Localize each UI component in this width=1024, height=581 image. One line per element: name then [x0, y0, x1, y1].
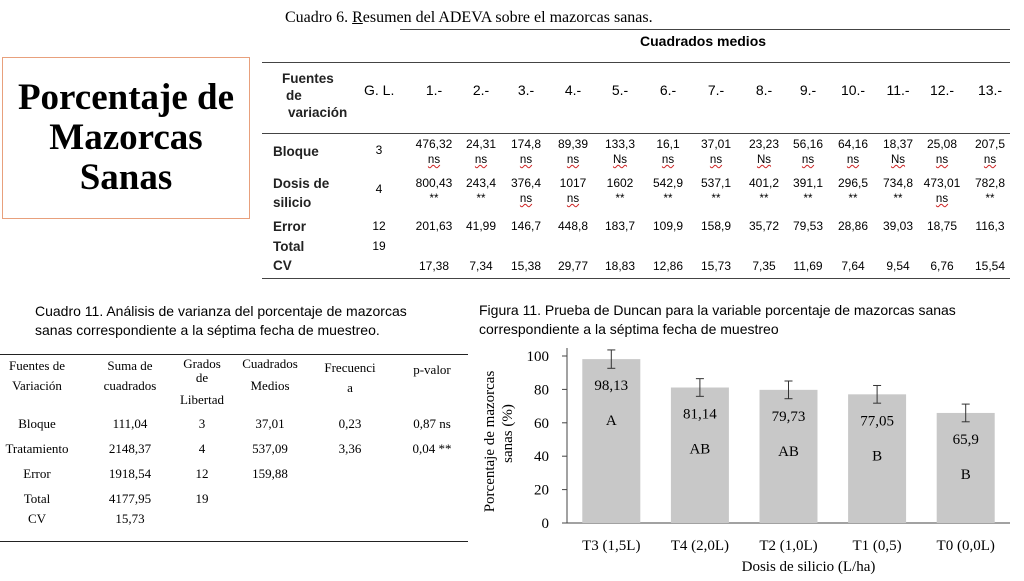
cuadro11-cell: 2148,37 [108, 441, 152, 456]
title-line-1: Porcentaje de [17, 77, 235, 118]
cuadro6-value: 133,3 [604, 137, 636, 151]
cuadro11-header: Libertad [179, 392, 225, 407]
cuadro11-cell: Bloque [18, 416, 56, 431]
cuadro6-value: 18,83 [604, 259, 636, 273]
cuadro11-cell: 4 [198, 441, 206, 456]
chart-svg [470, 338, 1022, 576]
cuadro11-cell: 159,88 [252, 466, 288, 481]
cuadro11-header: Grados [183, 356, 221, 371]
cuadro11-header: Medios [250, 378, 290, 393]
cuadro6-value: 7,34 [469, 259, 493, 273]
cuadro6-value: 476,32 [415, 137, 453, 151]
cuadro11-cell: 4177,95 [108, 491, 152, 506]
cuadro6-value: 11,69 [793, 259, 823, 273]
y-tick-label: 0 [541, 516, 549, 532]
x-tick-label: T1 (0,5) [852, 538, 902, 554]
cuadro6-value: 391,1 [792, 176, 824, 190]
cuadro6-value: 17,38 [418, 259, 450, 273]
x-axis-title: Dosis de silicio (L/ha) [741, 559, 876, 575]
y-axis-title-line1: Porcentaje de mazorcas [482, 370, 498, 513]
cuadro11-cell: 0,23 [338, 416, 362, 431]
cuadro6-significance: ** [848, 193, 858, 205]
cuadro6-value: 39,03 [882, 219, 914, 233]
cuadro6-significance: ** [893, 193, 903, 205]
cuadro11-header: Cuadrados [242, 356, 298, 371]
group-label: B [960, 466, 971, 483]
cuadro6-significance: ns [519, 193, 533, 205]
cuadro6-value: 207,5 [974, 137, 1006, 151]
cuadro11-cell: Tratamiento [5, 441, 69, 456]
cuadro6-value: 174,8 [510, 137, 542, 151]
cuadro6-value: 9,54 [886, 259, 910, 273]
cuadro6-col-header: 4.- [564, 82, 582, 98]
y-tick-label: 80 [534, 382, 549, 399]
cuadro11-cell: 0,04 ** [412, 441, 452, 456]
cuadro6-significance: ns [935, 154, 949, 166]
group-label: A [605, 413, 617, 430]
cuadro6-value: 12,86 [652, 259, 684, 273]
cuadro6-col-header: 2.- [472, 82, 490, 98]
cuadro11-header: Suma de [107, 358, 153, 373]
cuadro6-value: 542,9 [652, 176, 684, 190]
cuadro6-value: 376,4 [510, 176, 542, 190]
cuadro6-fuentes-header: variación [288, 105, 348, 120]
cuadro6-gl-value: 12 [372, 219, 386, 233]
group-label: B [872, 448, 883, 465]
cuadro6-row-label: Bloque [273, 144, 319, 159]
cuadro11-header: a [347, 380, 353, 395]
cuadro6-value: 41,99 [465, 219, 497, 233]
cuadro6-bottom-rule [262, 278, 1010, 279]
cuadro6-value: 183,7 [604, 219, 636, 233]
value-label: 77,05 [860, 413, 894, 430]
cuadro6-value: 1602 [606, 176, 634, 190]
cuadro6-significance: ** [429, 193, 439, 205]
cuadro6-row-label: Error [273, 219, 307, 234]
cuadro11-header: Fuentes de [9, 358, 65, 373]
cuadro11-cell: 37,01 [255, 416, 285, 431]
cuadro6-col-header: 5.- [611, 82, 629, 98]
cuadro6-col-header: 3.- [517, 82, 535, 98]
cuadro6-row-label: silicio [273, 195, 312, 210]
cuadro6-col-header: 1.- [425, 82, 443, 98]
group-label: AB [689, 441, 711, 458]
cuadro6-value: 23,23 [748, 137, 780, 151]
cuadro6-value: 15,38 [510, 259, 542, 273]
cuadro6-caption-post: esumen del ADEVA sobre el mazorcas sanas. [362, 9, 653, 26]
cuadro6-significance: ns [661, 154, 675, 166]
cuadro6-significance: ns [846, 154, 860, 166]
cuadro6-significance: Ns [612, 154, 628, 166]
cuadro11-cell: 12 [195, 466, 209, 481]
cuadro6-group-header: Cuadrados medios [640, 33, 767, 49]
cuadro6-value: 89,39 [557, 137, 589, 151]
cuadro6-significance: ** [985, 193, 995, 205]
cuadro6-value: 56,16 [792, 137, 824, 151]
y-tick-label: 100 [526, 349, 549, 365]
cuadro11-cell: 537,09 [252, 441, 288, 456]
cuadro6-col-header: 11.- [886, 82, 910, 98]
cuadro6-col-header: 10.- [840, 82, 866, 98]
cuadro6-value: 37,01 [700, 137, 732, 151]
cuadro6-value: 800,43 [415, 176, 453, 190]
cuadro11-header: cuadrados [103, 378, 157, 393]
cuadro11-top-rule [0, 354, 468, 355]
cuadro6-significance: ns [519, 154, 533, 166]
cuadro11-header: p-valor [413, 362, 451, 377]
cuadro6-top-rule [400, 29, 1010, 30]
cuadro6-significance: ** [759, 193, 769, 205]
value-label: 79,73 [771, 408, 806, 425]
cuadro6-col-header: 12.- [929, 82, 955, 98]
cuadro6-significance: ** [803, 193, 813, 205]
cuadro6-significance: ns [566, 193, 580, 205]
cuadro6-significance: Ns [756, 154, 772, 166]
cuadro6-value: 734,8 [882, 176, 914, 190]
cuadro6-significance: ns [427, 154, 441, 166]
cuadro6-value: 35,72 [748, 219, 780, 233]
cuadro11-cell: 1918,54 [108, 466, 152, 481]
cuadro11-cell: 19 [195, 491, 209, 506]
cuadro11-table [0, 340, 470, 576]
cuadro6-value: 64,16 [837, 137, 869, 151]
cuadro11-cell: CV [27, 511, 47, 526]
cuadro6-caption-underlined: R [352, 9, 363, 26]
duncan-bar-chart [470, 338, 1022, 576]
cuadro6-value: 782,8 [974, 176, 1006, 190]
cuadro11-header: Variación [12, 378, 62, 393]
cuadro6-value: 79,53 [792, 219, 824, 233]
cuadro11-cell: 111,04 [112, 416, 148, 431]
cuadro6-value: 243,4 [465, 176, 497, 190]
cuadro11-cell: Total [23, 491, 51, 506]
cuadro6-fuentes-header: Fuentes [282, 71, 334, 86]
cuadro6-value: 146,7 [510, 219, 542, 233]
cuadro6-value: 28,86 [837, 219, 869, 233]
cuadro6-header-rule [262, 62, 1010, 63]
x-tick-label: T0 (0,0L) [936, 538, 995, 554]
cuadro6-gl-header: G. L. [364, 82, 395, 98]
cuadro6-value: 25,08 [926, 137, 958, 151]
title-line-2: Mazorcas [49, 117, 203, 158]
cuadro6-significance: ns [935, 193, 949, 205]
y-tick-label: 20 [534, 482, 549, 499]
cuadro6-fuentes-header: de [286, 88, 302, 103]
value-label: 81,14 [683, 406, 717, 423]
cuadro6-value: 24,31 [465, 137, 497, 151]
x-tick-label: T4 (2,0L) [670, 538, 730, 554]
cuadro6-col-header: 8.- [755, 82, 773, 98]
cuadro6-value: 18,37 [882, 137, 914, 151]
cuadro6-value: 158,9 [700, 219, 732, 233]
figure11-caption: Figura 11. Prueba de Duncan para la variable porcentaje de mazorcas sanas correspondiente a la séptima fecha de muestreo [479, 302, 956, 337]
x-tick-label: T3 (1,5L) [582, 538, 641, 554]
cuadro6-caption-pre: Cuadro 6. [285, 9, 353, 26]
cuadro11-header: de [195, 370, 209, 385]
cuadro6-value: 6,76 [930, 259, 954, 273]
cuadro6-significance: ** [663, 193, 673, 205]
cuadro6-value: 473,01 [923, 176, 961, 190]
cuadro6-value: 29,77 [557, 259, 589, 273]
cuadro6-value: 18,75 [926, 219, 958, 233]
cuadro11-cell: 3 [198, 416, 206, 431]
cuadro6-row-label: CV [273, 258, 292, 273]
cuadro6-col-header: 6.- [659, 82, 677, 98]
cuadro11-bottom-rule [0, 541, 468, 542]
cuadro11-caption: Cuadro 11. Análisis de varianza del porcentaje de mazorcas sanas correspondiente a la séptima fecha de muestreo. [35, 303, 407, 338]
cuadro6-value: 7,64 [841, 259, 865, 273]
cuadro6-significance: ** [711, 193, 721, 205]
cuadro6-value: 15,54 [974, 259, 1006, 273]
y-axis-title-line2: sanas (%) [500, 404, 516, 463]
cuadro11-header: Frecuenci [324, 360, 376, 375]
cuadro11-cell: Error [23, 466, 51, 481]
cuadro6-significance: ns [474, 154, 488, 166]
cuadro6-significance: ns [709, 154, 723, 166]
cuadro6-value: 401,2 [748, 176, 780, 190]
cuadro11-cell: 15,73 [115, 511, 145, 526]
cuadro6-gl-value: 19 [372, 239, 386, 253]
cuadro6-col-header: 9.- [799, 82, 817, 98]
cuadro6-row-label: Dosis de [273, 176, 330, 191]
cuadro6-value: 1017 [559, 176, 587, 190]
y-tick-label: 60 [534, 415, 549, 432]
cuadro6-significance: ** [476, 193, 486, 205]
title-line-3: Sanas [79, 157, 173, 198]
cuadro11-cell: 3,36 [338, 441, 362, 456]
value-label: 98,13 [594, 378, 629, 395]
value-label: 65,9 [952, 431, 979, 448]
cuadro6-significance: ** [615, 193, 625, 205]
y-tick-label: 40 [534, 449, 549, 466]
cuadro6-gl-value: 3 [375, 143, 383, 157]
cuadro6-col-header: 7.- [707, 82, 725, 98]
cuadro6-value: 448,8 [557, 219, 589, 233]
cuadro6-significance: ns [566, 154, 580, 166]
group-label: AB [778, 443, 799, 460]
cuadro6-value: 109,9 [652, 219, 684, 233]
cuadro6-value: 537,1 [700, 176, 732, 190]
cuadro6-value: 116,3 [975, 219, 1005, 233]
cuadro6-significance: ns [983, 154, 997, 166]
x-tick-label: T2 (1,0L) [759, 538, 818, 554]
cuadro6-col-header: 13.- [977, 82, 1003, 98]
cuadro11-cell: 0,87 ns [413, 416, 451, 431]
cuadro6-row-label: Total [273, 239, 305, 254]
cuadro6-value: 201,63 [415, 219, 453, 233]
cuadro6-significance: Ns [890, 154, 906, 166]
cuadro6-subheader-rule [262, 133, 1010, 134]
cuadro6-significance: ns [801, 154, 815, 166]
cuadro6-value: 16,1 [656, 137, 680, 151]
cuadro6-gl-value: 4 [375, 182, 383, 196]
cuadro6-value: 7,35 [752, 259, 776, 273]
cuadro6-value: 296,5 [837, 176, 869, 190]
cuadro6-value: 15,73 [700, 259, 732, 273]
